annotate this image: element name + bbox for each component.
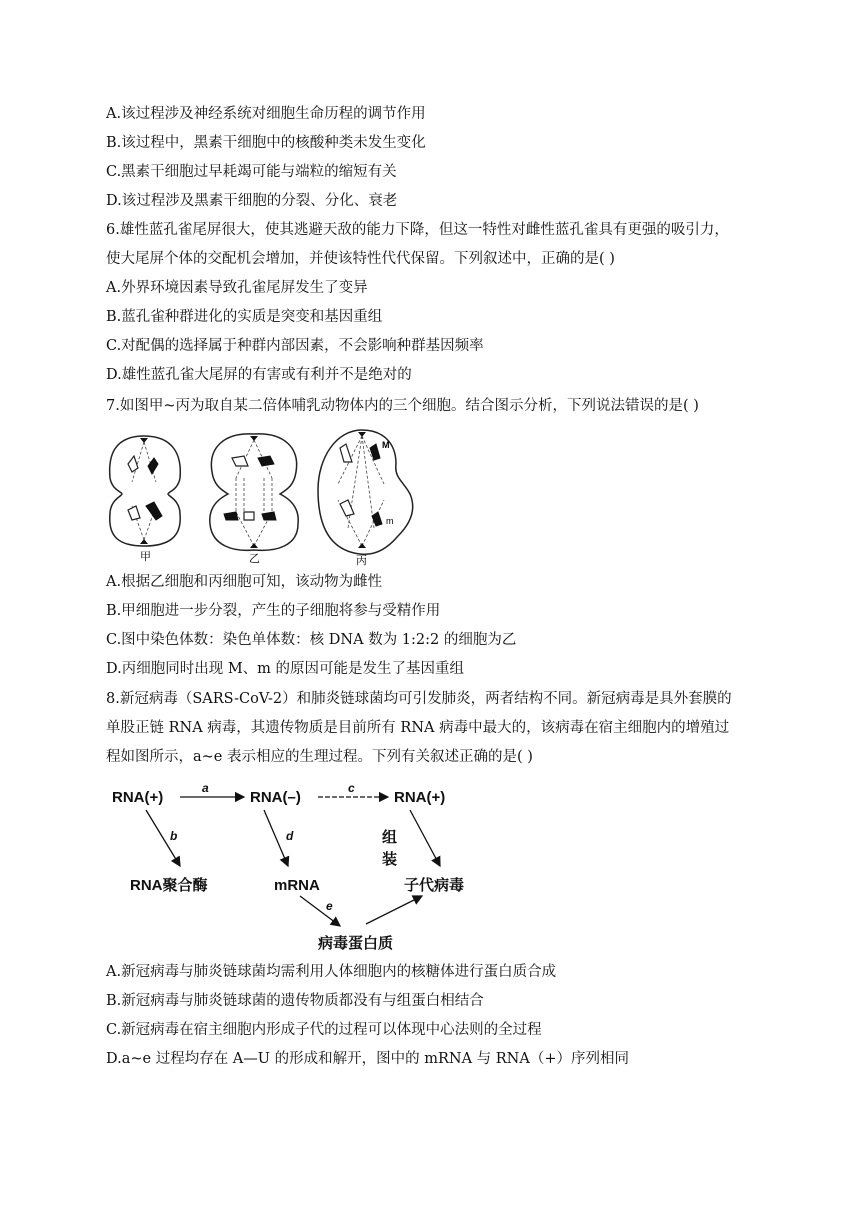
node-rna-minus: RNA(–)	[250, 789, 301, 806]
q6-option-a: A.外界环境因素导致孔雀尾屏发生了变异	[106, 280, 368, 296]
q8-option-d: D.a~e 过程均存在 A—U 的形成和解开，图中的 mRNA 与 RNA（+）序列相同	[106, 1051, 629, 1067]
label-yi: 乙	[249, 553, 260, 565]
q6-stem-line2: 使大尾屏个体的交配机会增加，并使该特性代代保留。下列叙述中，正确的是( )	[106, 251, 615, 267]
label-assemble-2: 装	[382, 851, 398, 868]
q7-option-a: A.根据乙细胞和丙细胞可知，该动物为雌性	[106, 574, 383, 590]
arrow-d	[264, 810, 288, 866]
gene-M-label: M	[382, 440, 390, 450]
node-offspring-virus: 子代病毒	[404, 877, 465, 894]
label-assemble-1: 组	[382, 829, 398, 846]
q5-option-c: C.黑素干细胞过早耗竭可能与端粒的缩短有关	[106, 164, 397, 180]
q5-option-d: D.该过程涉及黑素干细胞的分裂、分化、衰老	[106, 193, 398, 209]
cell-bing-membrane	[318, 430, 413, 554]
label-bing: 丙	[356, 555, 367, 566]
q7-stem: 7.如图甲~丙为取自某二倍体哺乳动物体内的三个细胞。结合图示分析，下列说法错误的是( )	[106, 398, 699, 414]
q6-stem-line1: 6.雄性蓝孔雀尾屏很大，使其逃避天敌的能力下降，但这一特性对雌性蓝孔雀具有更强的吸引力，	[106, 222, 729, 238]
q5-option-a: A.该过程涉及神经系统对细胞生命历程的调节作用	[106, 106, 426, 122]
node-rna-polymerase: RNA聚合酶	[130, 877, 208, 894]
q8-option-b: B.新冠病毒与肺炎链球菌的遗传物质都没有与组蛋白相结合	[106, 993, 484, 1009]
label-d: d	[286, 829, 294, 843]
virus-replication-diagram	[104, 778, 504, 956]
cell-yi-membrane	[210, 434, 298, 551]
label-b: b	[170, 829, 178, 843]
q8-stem-line1: 8.新冠病毒（SARS-CoV-2）和肺炎链球菌均可引发肺炎，两者结构不同。新冠病毒是具外套膜的	[106, 691, 732, 707]
node-viral-protein: 病毒蛋白质	[318, 935, 394, 952]
q6-option-d: D.雄性蓝孔雀大尾屏的有害或有利并不是绝对的	[106, 367, 412, 383]
cell-division-figure	[104, 428, 424, 566]
label-e: e	[326, 899, 333, 913]
q5-option-b: B.该过程中，黑素干细胞中的核酸种类未发生变化	[106, 135, 426, 151]
node-rna-plus-2: RNA(+)	[394, 789, 446, 806]
q8-stem-line2: 单股正链 RNA 病毒，其遗传物质是目前所有 RNA 病毒中最大的，该病毒在宿主细胞内的增殖过	[106, 720, 730, 736]
label-a: a	[202, 781, 209, 795]
q8-option-c: C.新冠病毒在宿主细胞内形成子代的过程可以体现中心法则的全过程	[106, 1022, 542, 1038]
q7-option-b: B.甲细胞进一步分裂，产生的子细胞将参与受精作用	[106, 603, 441, 619]
q7-option-c: C.图中染色体数：染色单体数：核 DNA 数为 1:2:2 的细胞为乙	[106, 632, 517, 648]
node-rna-plus: RNA(+)	[112, 789, 164, 806]
arrow-e	[300, 896, 340, 926]
label-c: c	[348, 781, 355, 795]
label-jia: 甲	[140, 551, 151, 563]
q7-option-d: D.丙细胞同时出现 M、m 的原因可能是发生了基因重组	[106, 661, 465, 677]
gene-m-label: m	[386, 516, 394, 526]
q8-stem-line3: 程如图所示，a~e 表示相应的生理过程。下列有关叙述正确的是( )	[106, 749, 533, 765]
cell-jia-membrane	[110, 436, 181, 546]
q6-option-b: B.蓝孔雀种群进化的实质是突变和基因重组	[106, 309, 383, 325]
node-mrna: mRNA	[274, 877, 320, 894]
q8-option-a: A.新冠病毒与肺炎链球菌均需利用人体细胞内的核糖体进行蛋白质合成	[106, 964, 557, 980]
arrow-to-offspring	[366, 896, 422, 924]
q6-option-c: C.对配偶的选择属于种群内部因素，不会影响种群基因频率	[106, 338, 484, 354]
arrow-assemble	[410, 810, 440, 866]
